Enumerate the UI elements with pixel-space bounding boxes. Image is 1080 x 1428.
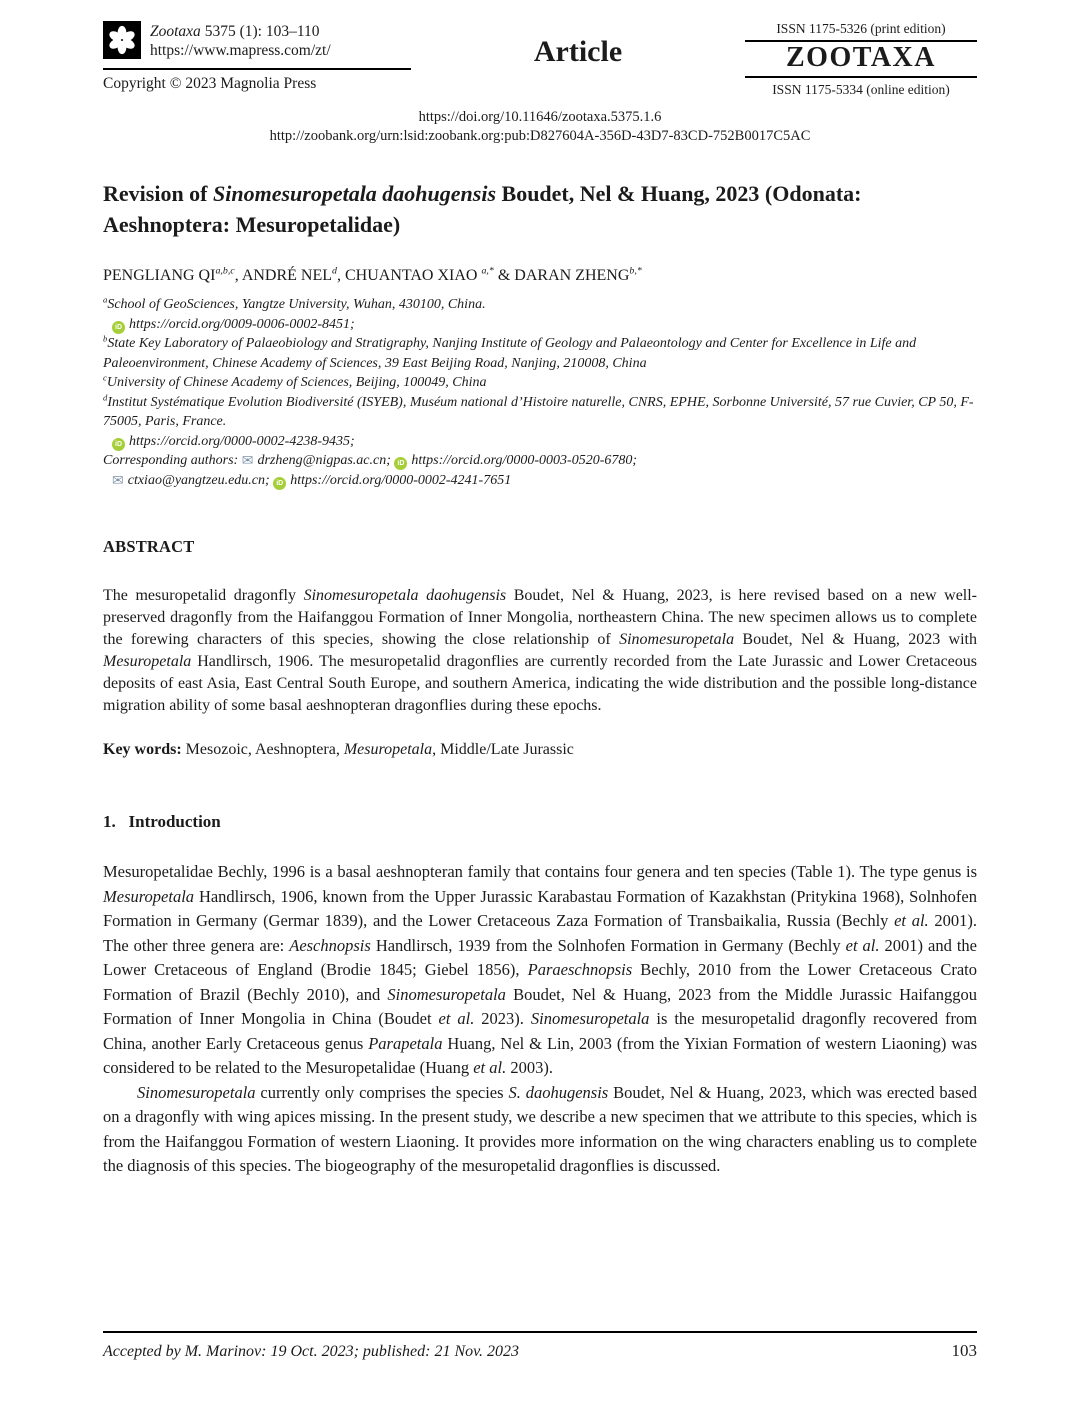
journal-name: Zootaxa [150, 23, 201, 40]
page-number: 103 [951, 1341, 977, 1360]
text-run: S. daohugensis [508, 1082, 609, 1102]
text-run: d [332, 265, 337, 277]
identifier-block [0, 108, 1080, 145]
article-title [103, 178, 977, 240]
text-run: et al. [894, 911, 929, 930]
introduction-paragraph-2 [103, 1081, 977, 1179]
affiliation-line [103, 295, 977, 315]
text-run: a [103, 294, 108, 305]
text-run: Parapetala [368, 1033, 443, 1053]
text-run: 2023). [474, 1009, 531, 1028]
introduction-paragraph-1 [103, 860, 977, 1081]
abstract-heading: ABSTRACT [103, 537, 195, 556]
orcid-link[interactable]: https://orcid.org/0000-0002-4238-9435; [129, 433, 355, 449]
zootaxa-wordmark: ZOOTAXA [745, 42, 977, 78]
text-run: 2003). [506, 1058, 553, 1077]
masthead-left-top [103, 21, 411, 70]
text-run: a,b,c [215, 265, 235, 277]
text-run: Handlirsch, 1906. The mesuropetalid dragonflies are currently recorded from the Late Jurassic and Lower Cretaceous deposits of east Asia, East Central South Europe, and southern America, indicating the wide distribution and the possible long-distance migration ability of some basal aeshnopteran dragonflies during these epochs. [103, 653, 977, 714]
text-run: The mesuropetalid dragonfly [103, 587, 304, 604]
text-run: Institut Systématique Evolution Biodiversité (ISYEB), Muséum national d’Histoire naturelle, CNRS, EPHE, Sorbonne Université, 57 rue Cuvier, CP 50, F-75005, Paris, France. [103, 394, 974, 429]
text-run: 2001) and the Lower Cretaceous of England (Brodie 1845; Giebel 1856), [103, 935, 977, 979]
keywords-line [103, 741, 977, 759]
orcid-icon: iD [112, 438, 125, 451]
text-run: Key words: [103, 741, 182, 758]
affiliation-line [103, 451, 977, 471]
text-run: et al. [845, 935, 880, 955]
text-run: c [103, 372, 107, 383]
author-line [103, 266, 977, 286]
acceptance-history: Accepted by M. Marinov: 19 Oct. 2023; published: 21 Nov. 2023 [103, 1343, 520, 1360]
masthead-left [103, 21, 411, 93]
journal-citation [150, 22, 331, 41]
masthead [0, 0, 1080, 98]
issn-online: ISSN 1175-5334 (online edition) [772, 82, 950, 97]
masthead-right [745, 21, 977, 98]
text-run: Boudet, Nel & Huang, 2023, which was erected based on a dragonfly with wing apices missing. In the present study, we describe a new specimen that we attribute to this species, which is from the Haifanggou Formation of western Liaoning. It provides more information on the wing characters enabling us to complete the diagnosis of this species. The biogeography of the mesuropetalid dragonflies is discussed. [103, 1082, 977, 1175]
text-run: b [103, 333, 108, 344]
orcid-icon: iD [273, 477, 286, 490]
affiliation-line [103, 315, 977, 335]
text-run: d [103, 391, 108, 402]
orcid-icon: iD [394, 457, 407, 470]
text-run: currently only comprises the species [255, 1082, 509, 1102]
page-footer [103, 1331, 977, 1361]
affiliation-line [103, 334, 977, 373]
introduction-heading: 1. Introduction [103, 812, 221, 831]
issue-info: 5375 (1): 103–110 [200, 23, 320, 40]
text-run: PENGLIANG QI [103, 267, 216, 284]
text-run: University of Chinese Academy of Sciences, Beijing, 100049, China [106, 375, 487, 390]
text-run: , ANDRÉ NEL [234, 267, 333, 284]
text-run: Sinomesuropetala daohugensis [213, 181, 497, 206]
zoobank-link[interactable]: http://zoobank.org/urn:lsid:zoobank.org:pub:D827604A-356D-43D7-83CD-752B0017C5AC [269, 127, 811, 144]
text-run: b,* [629, 265, 642, 277]
text-run: Mesozoic, Aeshnoptera, [181, 741, 344, 758]
orcid-link[interactable]: https://orcid.org/0000-0003-0520-6780; [411, 453, 638, 468]
text-run: Sinomesuropetala [387, 984, 506, 1004]
affiliations [103, 295, 977, 490]
text-run: et al. [473, 1058, 507, 1077]
text-run: Revision of [103, 181, 213, 206]
text-run: Boudet, Nel & Huang, 2023 (Odonata: Aeshnoptera: Mesuropetalidae) [103, 181, 862, 237]
orcid-icon: iD [112, 321, 125, 334]
issn-print: ISSN 1175-5326 (print edition) [745, 21, 977, 42]
text-run: State Key Laboratory of Palaeobiology and Stratigraphy, Nanjing Institute of Geology and Palaeontology and Center for Excellence in Life and Paleoenvironment, Chinese Academy of Sciences, 39 East Beijing Road, Nanjing, 210008, China [103, 336, 917, 371]
text-run: & DARAN ZHENG [493, 267, 630, 284]
text-run: Corresponding authors: [103, 453, 242, 468]
text-run: Mesuropetala [103, 653, 192, 670]
text-run: Sinomesuropetala daohugensis [303, 587, 507, 604]
text-run: Sinomesuropetala [530, 1009, 650, 1028]
text-run: Sinomesuropetala [619, 631, 735, 648]
text-run: , Middle/Late Jurassic [432, 741, 574, 758]
text-run: , CHUANTAO XIAO [336, 267, 482, 284]
mail-icon: ✉ [112, 472, 124, 489]
text-run: Boudet, Nel & Huang, 2023, is here revised based on a new well-preserved dragonfly from the Haifanggou Formation of Inner Mongolia, northeastern China. The new specimen allows us to complete the forewing characters of this species, showing the close relationship of [103, 587, 978, 648]
affiliation-line [103, 393, 977, 432]
text-run: Boudet, Nel & Huang, 2023 from the Middle Jurassic Haifanggou Formation of Inner Mongolia in China (Boudet [103, 984, 977, 1028]
zootaxa-flower-logo-icon [103, 21, 141, 64]
text-run: Handlirsch, 1939 from the Solnhofen Formation in Germany (Bechly [370, 935, 846, 955]
copyright-line: Copyright © 2023 Magnolia Press [103, 75, 317, 92]
mail-icon: ✉ [241, 453, 254, 469]
text-run: Boudet, Nel & Huang, 2023 with [734, 631, 977, 648]
text-run: Mesuropetala [103, 886, 195, 906]
article-type-label: Article [533, 35, 623, 68]
journal-citation-block [150, 21, 331, 64]
mapress-url-link[interactable]: https://www.mapress.com/zt/ [150, 42, 331, 59]
affiliation-line [103, 471, 977, 491]
orcid-link[interactable]: https://orcid.org/0000-0002-4241-7651 [290, 472, 512, 488]
text-run: Sinomesuropetala [137, 1082, 256, 1102]
affiliation-line [103, 432, 977, 452]
text-run: Bechly, 2010 from the Lower Cretaceous Crato Formation of Brazil (Bechly 2010), and [103, 960, 977, 1004]
text-run: Paraeschnopsis [527, 960, 633, 979]
text-run: a,* [481, 265, 494, 277]
text-run: Mesuropetalidae Bechly, 1996 is a basal aeshnopteran family that contains four genera and ten species (Table 1). The type genus is [103, 862, 977, 881]
affiliation-line [103, 373, 977, 393]
email-link[interactable]: ctxiao@yangtzeu.edu.cn; [127, 472, 274, 488]
text-run: Handlirsch, 1906, known from the Upper Jurassic Karabastau Formation of Kazakhstan (Pritykina 1968), Solnhofen Formation in Germany (Germar 1839), and the Lower Cretaceous Zaza Formation of Transbaikalia, Russia (Bechly [103, 886, 977, 930]
doi-link[interactable]: https://doi.org/10.11646/zootaxa.5375.1.6 [418, 109, 662, 125]
orcid-link[interactable]: https://orcid.org/0009-0006-0002-8451; [129, 316, 355, 332]
email-link[interactable]: drzheng@nigpas.ac.cn; [257, 453, 395, 468]
text-run: Huang, Nel & Lin, 2003 (from the Yixian Formation of western Liaoning) was considered to be related to the Mesuropetalidae (Huang [103, 1033, 978, 1077]
text-run: 2001). The other three genera are: [103, 911, 978, 955]
text-run: Aeschnopsis [289, 935, 371, 955]
text-run: School of GeoSciences, Yangtze University, Wuhan, 430100, China. [107, 297, 486, 312]
abstract-paragraph [103, 585, 977, 717]
text-run: et al. [438, 1009, 475, 1028]
text-run: is the mesuropetalid dragonfly recovered from China, another Early Cretaceous genus [103, 1009, 978, 1053]
text-run: Mesuropetala [343, 741, 433, 758]
